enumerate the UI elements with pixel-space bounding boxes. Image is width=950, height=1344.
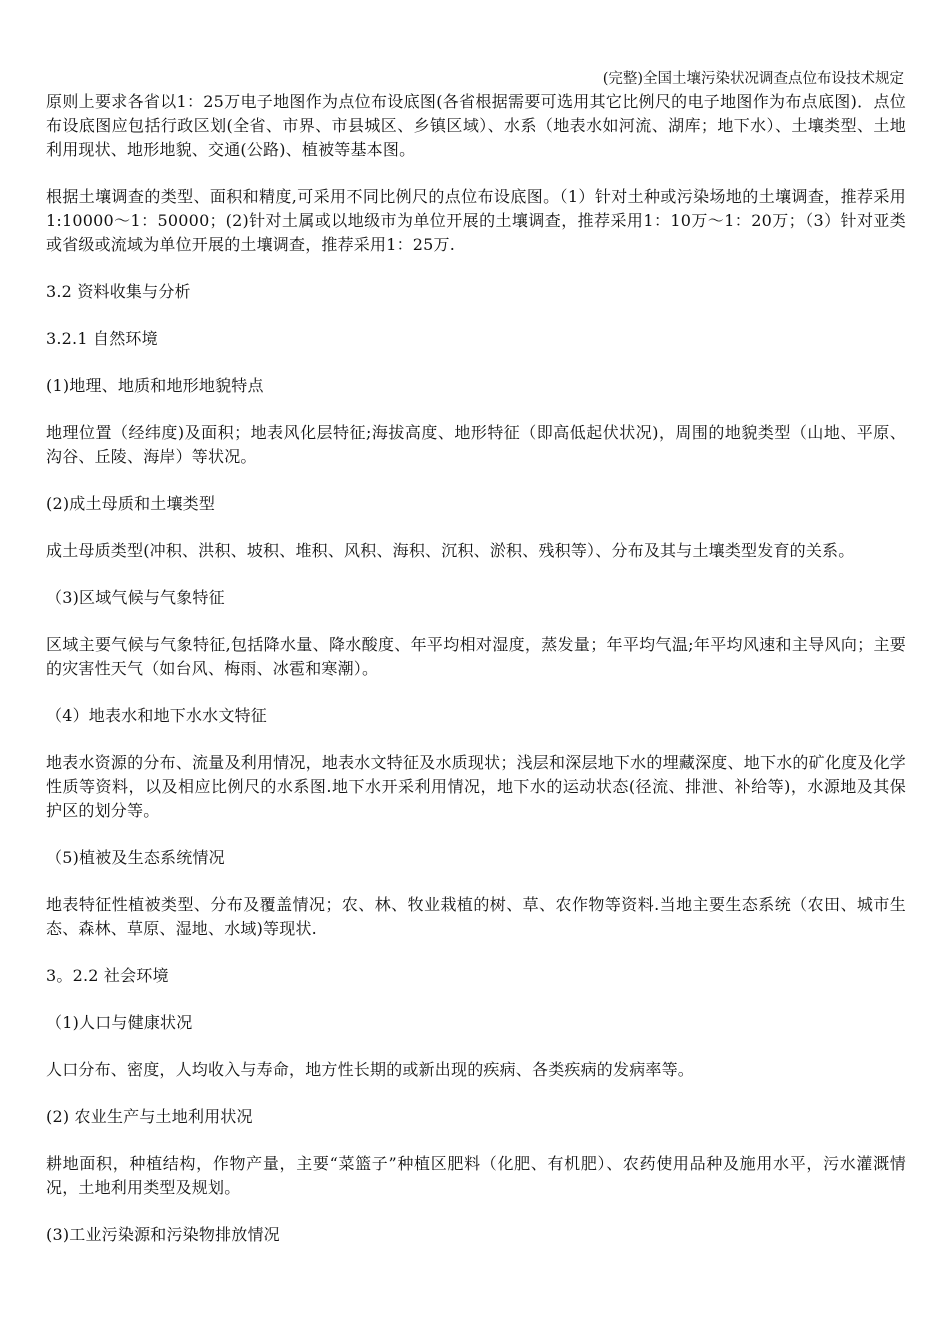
subheading-population-health: （1)人口与健康状况 [46,1013,193,1032]
section-heading-3-2-1: 3.2.1 自然环境 [46,329,158,348]
subheading-hydrology: （4）地表水和地下水水文特征 [46,706,267,725]
paragraph-base-map-scale: 原则上要求各省以1：25万电子地图作为点位布设底图(各省根据需要可选用其它比例尺的电子地图作为布点底图)．点位布设底图应包括行政区划(全省、市界、市县城区、乡镇区域）、水系（地表水如河流、湖库；地下水）、土壤类型、土地利用现状、地形地貌、交通(公路)、植被等基本图。 [46,92,906,159]
subheading-parent-material: (2)成土母质和土壤类型 [46,494,216,513]
subheading-industrial-pollution: (3)工业污染源和污染物排放情况 [46,1225,280,1244]
paragraph-population-health: 人口分布、密度，人均收入与寿命，地方性长期的或新出现的疾病、各类疾病的发病率等。 [46,1060,695,1079]
paragraph-vegetation: 地表特征性植被类型、分布及覆盖情况；农、林、牧业栽植的树、草、农作物等资料.当地主要生态系统（农田、城市生态、森林、草原、湿地、水域)等现状. [46,895,906,938]
subheading-vegetation: （5)植被及生态系统情况 [46,848,225,867]
running-header: (完整)全国土壤污染状况调查点位布设技术规定 [602,71,904,87]
paragraph-geography: 地理位置（经纬度)及面积；地表风化层特征;海拔高度、地形特征（即高低起伏状况)，周围的地貌类型（山地、平原、沟谷、丘陵、海岸）等状况。 [46,423,906,466]
paragraph-parent-material: 成土母质类型(冲积、洪积、坡积、堆积、风积、海积、沉积、淤积、残积等）、分布及其与土壤类型发育的关系。 [46,541,855,560]
document-body [46,90,906,1247]
paragraph-agriculture-land-use: 耕地面积，种植结构，作物产量，主要“菜篮子”种植区肥料（化肥、有机肥）、农药使用品种及施用水平，污水灌溉情况，土地利用类型及规划。 [46,1154,906,1197]
paragraph-climate: 区域主要气候与气象特征,包括降水量、降水酸度、年平均相对湿度，蒸发量；年平均气温;年平均风速和主导风向；主要的灾害性天气（如台风、梅雨、冰雹和寒潮）。 [46,635,906,678]
section-heading-3-2-2: 3。2.2 社会环境 [46,966,169,985]
subheading-agriculture-land-use: (2) 农业生产与土地利用状况 [46,1107,253,1126]
subheading-geography: (1)地理、地质和地形地貌特点 [46,376,264,395]
subheading-climate: （3)区域气候与气象特征 [46,588,225,607]
paragraph-scale-recommendation: 根据土壤调查的类型、面积和精度,可采用不同比例尺的点位布设底图。（1）针对土种或污染场地的土壤调查，推荐采用1:10000～1：50000；(2)针对土属或以地级市为单位开展的土壤调查，推荐采用1：10万～1：20万；（3）针对亚类或省级或流域为单位开展的土壤调查，推荐采用1：25万. [46,187,906,254]
paragraph-hydrology: 地表水资源的分布、流量及利用情况，地表水文特征及水质现状；浅层和深层地下水的埋藏深度、地下水的矿化度及化学性质等资料，以及相应比例尺的水系图.地下水开采利用情况，地下水的运动状态(径流、排泄、补给等)，水源地及其保护区的划分等。 [46,753,906,820]
section-heading-3-2: 3.2 资料收集与分析 [46,282,191,301]
